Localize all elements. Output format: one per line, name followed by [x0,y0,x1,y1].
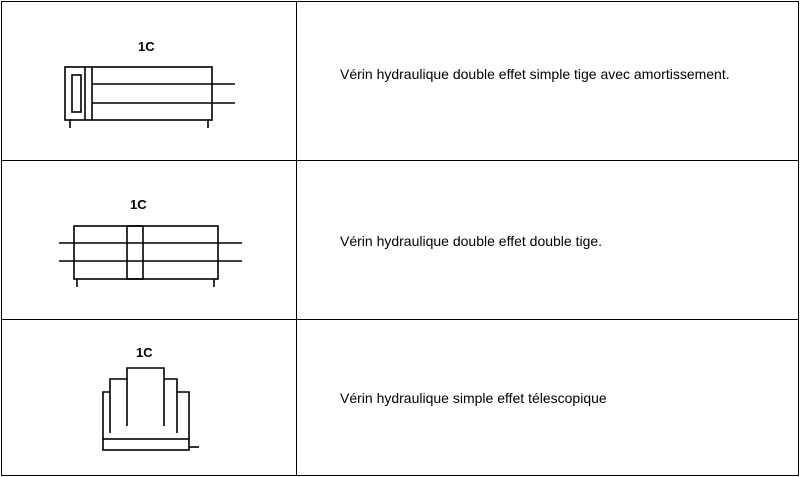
symbol-table [1,1,799,476]
description-text: Vérin hydraulique double effet simple tige avec amortissement. [340,66,730,82]
description-cell [297,161,798,319]
symbol-cell [2,2,297,160]
description-cell [297,320,798,476]
symbol-cell [2,320,297,476]
description-text: Vérin hydraulique simple effet télescopique [340,390,607,406]
double-acting-single-rod-cushioned-cylinder-icon [2,2,297,160]
symbol-cell [2,161,297,319]
component-label: 1C [130,197,147,212]
double-acting-double-rod-cylinder-icon [2,161,297,319]
component-label: 1C [138,39,155,54]
component-label: 1C [136,345,153,360]
description-text: Vérin hydraulique double effet double tige. [340,233,603,249]
table-row [2,320,798,476]
description-cell [297,2,798,160]
table-row [2,2,798,161]
table-row [2,161,798,320]
single-acting-telescopic-cylinder-icon [2,320,297,476]
